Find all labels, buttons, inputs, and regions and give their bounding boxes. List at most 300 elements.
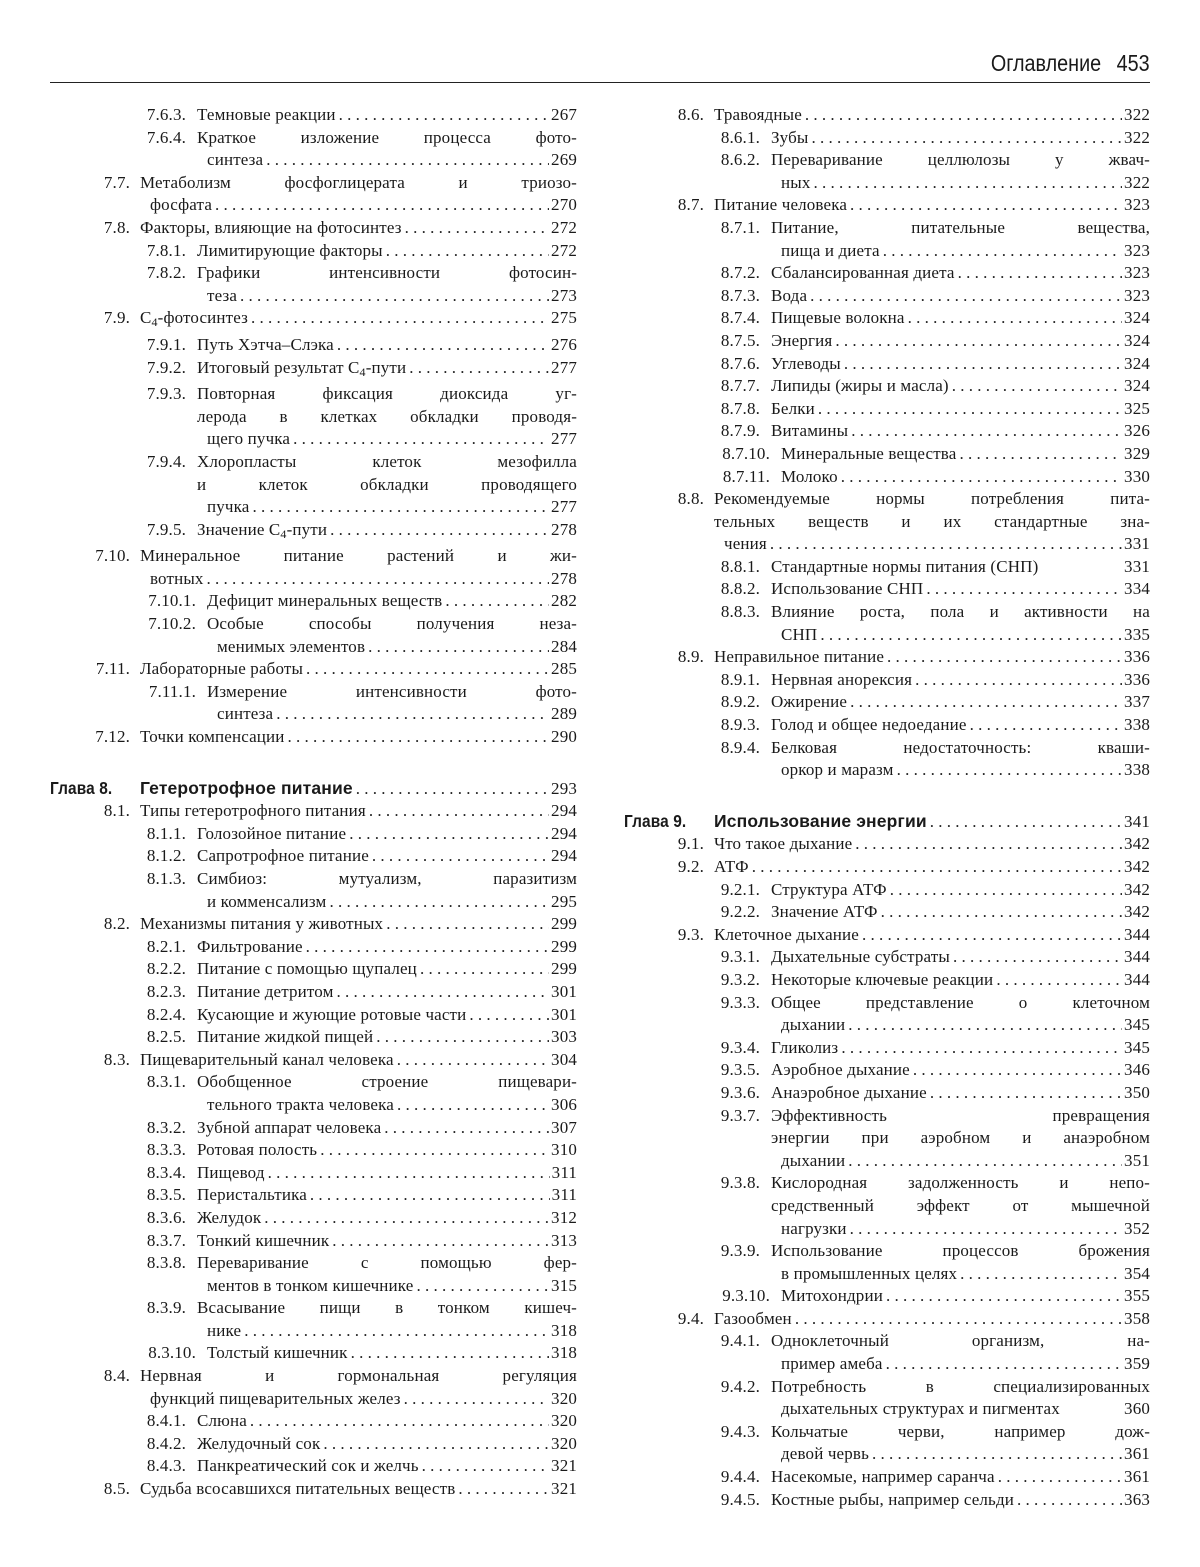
toc-entry-page: 324 [1124,330,1150,350]
toc-entry-number: 9.4.5. [720,1489,760,1509]
toc-entry-title: Ротовая полость [197,1140,318,1160]
toc-entry[interactable] [50,936,577,959]
toc-entry-number: 8.3.2. [146,1117,186,1137]
toc-entry-page: 323 [1124,263,1150,283]
toc-entry-title: Пищевод [197,1162,265,1182]
toc-entry-number: 7.8.1. [146,240,186,260]
dot-leader [458,1478,549,1501]
toc-entry[interactable] [624,398,1150,421]
toc-entry-page: 329 [1124,443,1150,463]
toc-entry-title-line: энергии при аэробном и анаэробном [771,1128,1150,1148]
toc-entry-title-line: Метаболизм фосфоглицерата и триозо- [140,172,577,192]
dot-leader [881,901,1122,924]
toc-entry-page: 320 [551,1433,577,1453]
toc-entry-number: 8.7.8. [720,398,760,418]
toc-entry-number: 9.3. [677,924,704,944]
dot-leader [841,1037,1122,1060]
toc-entry-title-line: Общее представление о клеточном [771,992,1150,1012]
dot-leader [240,285,549,308]
toc-entry[interactable] [624,420,1150,443]
dot-leader [368,636,549,659]
toc-entry[interactable] [624,488,1150,556]
toc-entry-title: чения [724,534,767,554]
toc-entry[interactable] [50,519,577,546]
toc-entry[interactable] [624,879,1150,902]
toc-entry-title-line: лерода в клетках обкладки проводя- [197,406,577,426]
toc-entry-number: 9.3.1. [720,947,760,967]
toc-entry-page: 284 [551,636,577,656]
toc-entry[interactable] [624,1489,1150,1512]
toc-entry[interactable] [624,646,1150,669]
toc-entry-number: 9.3.2. [720,969,760,989]
toc-entry-title: Сбалансированная диета [771,263,955,283]
toc-entry-title: Аэробное дыхание [771,1060,910,1080]
toc-entry[interactable] [624,375,1150,398]
toc-entry[interactable] [50,913,577,936]
toc-entry[interactable] [624,127,1150,150]
toc-entry-page: 310 [551,1140,577,1160]
toc-entry-title: Вода [771,285,808,305]
toc-entry[interactable] [624,969,1150,992]
dot-leader [818,398,1122,421]
dot-leader [930,1082,1122,1105]
toc-entry[interactable] [624,330,1150,353]
toc-entry-number: 8.9. [677,647,704,667]
toc-entry-page: 359 [1124,1354,1150,1374]
toc-entry[interactable] [50,958,577,981]
toc-entry[interactable] [50,1026,577,1049]
toc-entry-title: Лабораторные работы [140,659,304,679]
toc-entry-number: 8.6.1. [720,127,760,147]
toc-entry-title: Сапротрофное питание [197,846,369,866]
toc-entry-number: 8.9.3. [720,715,760,735]
toc-entry-page: 323 [1124,285,1150,305]
toc-chapter-entry[interactable] [624,810,1150,834]
dot-leader [417,1275,550,1298]
dot-leader [770,533,1122,556]
toc-entry[interactable] [624,307,1150,330]
toc-entry-number: 8.8.3. [720,602,760,622]
dot-leader [886,1353,1122,1376]
dot-leader [1017,1489,1122,1512]
dot-leader [913,1059,1122,1082]
toc-entry[interactable] [624,669,1150,692]
toc-entry-number: 8.7.3. [720,285,760,305]
toc-entry-page: 361 [1124,1444,1150,1464]
toc-entry-title: и комменсализм [207,891,327,911]
toc-entry-title: Гликолиз [771,1037,839,1057]
toc-entry-page: 363 [1124,1489,1150,1509]
toc-entry[interactable] [624,992,1150,1037]
toc-entry-title: Значение АТФ [771,902,878,922]
dot-leader [970,714,1122,737]
toc-entry[interactable] [624,737,1150,782]
toc-column-left [50,104,577,1501]
toc-entry-page: 358 [1124,1308,1150,1328]
toc-entry-page: 312 [551,1207,577,1227]
toc-entry-title: Желудок [197,1207,262,1227]
toc-entry-number: 9.4.3. [720,1421,760,1441]
toc-entry-title-line: средственный эффект от мышечной [771,1195,1150,1215]
dot-leader [848,1014,1122,1037]
toc-entry-title-line: Кислородная задолженность и непо- [771,1173,1150,1193]
toc-entry-number: 8.2.4. [146,1004,186,1024]
toc-entry-page: 289 [551,704,577,724]
toc-entry-page: 321 [551,1479,577,1499]
toc-entry-page: 267 [551,105,577,124]
toc-entry[interactable] [50,1297,577,1342]
toc-entry-title: Питание жидкой пищей [197,1027,374,1047]
toc-entry-title-line: Нервная и гормональная регуляция [140,1366,577,1386]
toc-entry-title-line: Влияние роста, пола и активности на [771,602,1150,622]
toc-entry[interactable] [50,104,577,127]
toc-entry-title-line: Использование процессов брожения [771,1241,1150,1261]
dot-leader [207,568,550,591]
toc-entry-page: 338 [1124,715,1150,735]
toc-entry[interactable] [624,353,1150,376]
dot-leader [320,1139,549,1162]
toc-entry[interactable] [50,1478,577,1501]
toc-entry-number: 9.2.2. [720,902,760,922]
toc-entry[interactable] [624,285,1150,308]
toc-entry-page: 306 [551,1094,577,1114]
toc-entry[interactable] [50,590,577,613]
toc-entry-page: 352 [1124,1218,1150,1238]
toc-entry-title-line: Одноклеточный организм, на- [771,1331,1150,1351]
toc-entry-title-line: Симбиоз: мутуализм, паразитизм [197,869,577,888]
toc-entry-title: Значение $C_4$-пути [197,519,328,541]
toc-entry-page: 295 [551,891,577,911]
dot-leader [266,149,549,172]
toc-entry-title-line: Минеральное питание растений и жи- [140,546,577,566]
toc-entry[interactable] [50,240,577,263]
toc-entry-title: синтеза [217,704,274,724]
toc-entry[interactable] [50,1184,577,1207]
toc-entry-number: 7.8. [103,217,130,237]
toc-entry[interactable] [50,868,577,913]
toc-entry[interactable] [50,334,577,357]
toc-entry[interactable] [624,466,1150,489]
toc-entry-page: 324 [1124,308,1150,328]
toc-entry[interactable] [624,1466,1150,1489]
toc-entry-number: 9.3.6. [720,1082,760,1102]
dot-leader [844,353,1122,376]
dot-leader [310,1184,550,1207]
toc-entry[interactable] [50,1342,577,1365]
toc-entry[interactable] [624,691,1150,714]
toc-entry-page: 345 [1124,1037,1150,1057]
toc-entry-page: 330 [1124,466,1150,486]
toc-entry[interactable] [50,823,577,846]
toc-entry-title: Белки [771,398,815,418]
toc-entry[interactable] [624,1330,1150,1375]
toc-entry-title: тельного тракта человека [207,1094,394,1114]
toc-entry-page: 320 [551,1411,577,1431]
toc-entry-page: 344 [1124,947,1150,967]
dot-leader [998,1466,1122,1489]
toc-entry[interactable] [624,1059,1150,1082]
toc-entry-page: 277 [551,497,577,517]
toc-entry-title: фосфата [150,195,213,215]
toc-entry[interactable] [50,800,577,823]
toc-entry[interactable] [624,601,1150,646]
toc-entry[interactable] [50,681,577,726]
toc-entry-page: 318 [551,1343,577,1363]
toc-entry[interactable] [624,578,1150,601]
toc-entry-title: Перистальтика [197,1185,307,1205]
toc-entry[interactable] [50,1117,577,1140]
dot-leader [384,1117,549,1140]
toc-entry[interactable] [624,1285,1150,1308]
toc-entry-title: пример амеба [781,1354,883,1374]
toc-entry-title: щего пучка [207,429,291,449]
toc-entry-title: Фильтрование [197,936,303,956]
toc-entry-page: 294 [551,846,577,866]
toc-entry[interactable] [624,1172,1150,1240]
toc-entry[interactable] [50,1162,577,1185]
toc-entry-title: Лимитирующие факторы [197,240,383,260]
dot-leader [268,1162,550,1185]
toc-entry[interactable] [624,1421,1150,1466]
toc-entry[interactable] [624,714,1150,737]
toc-entry[interactable] [50,1004,577,1027]
toc-entry-page: 290 [551,727,577,747]
dot-leader [915,669,1122,692]
toc-entry-number: 8.9.1. [720,669,760,689]
toc-entry-title: ных [781,172,811,192]
toc-entry-title: Некоторые ключевые реакции [771,969,994,989]
dot-leader [959,443,1122,466]
toc-entry-page: 360 [1124,1399,1150,1419]
toc-entry[interactable] [624,149,1150,194]
toc-column-right [624,104,1150,1511]
toc-entry-number: 8.3. [103,1049,130,1069]
toc-entry-page: 275 [551,308,577,328]
toc-entry[interactable] [50,613,577,658]
toc-entry-page: 307 [551,1117,577,1137]
toc-entry-page: 299 [551,914,577,934]
toc-entry-title-line: Потребность в специализированных [771,1376,1150,1396]
toc-entry[interactable] [50,545,577,590]
toc-entry-title: Клеточное дыхание [714,924,859,944]
toc-entry-title-line: Повторная фиксация диоксида уг- [197,384,577,404]
toc-entry-number: 7.9.4. [146,451,186,471]
toc-entry[interactable] [50,981,577,1004]
toc-entry[interactable] [50,217,577,240]
toc-entry-page: 278 [551,519,577,539]
toc-entry[interactable] [50,262,577,307]
toc-entry-page: 323 [1124,240,1150,260]
toc-entry[interactable] [624,556,1150,579]
toc-entry[interactable] [50,451,577,519]
toc-entry[interactable] [50,172,577,217]
toc-entry[interactable] [624,194,1150,217]
toc-entry[interactable] [624,1240,1150,1285]
toc-entry-page: 272 [551,240,577,260]
toc-entry-title: Питание детритом [197,981,334,1001]
toc-entry-title: Ожирение [771,692,848,712]
toc-entry-page: 299 [551,936,577,956]
toc-entry-title: Панкреатический сок и желчь [197,1456,419,1476]
toc-entry[interactable] [50,127,577,172]
toc-entry-number: 8.7.1. [720,217,760,237]
toc-entry-number: 8.8. [677,489,704,509]
dot-leader [851,420,1122,443]
toc-entry-number: 9.2.1. [720,879,760,899]
toc-entry-page: 331 [1124,556,1150,576]
toc-entry[interactable] [50,383,577,451]
toc-entry[interactable] [624,833,1150,856]
toc-entry-title: Гетеротрофное питание [140,777,353,798]
toc-entry[interactable] [624,1308,1150,1331]
dot-leader [351,1342,549,1365]
toc-entry[interactable] [50,1365,577,1410]
toc-entry-number: 8.9.4. [720,737,760,757]
toc-entry-number: 8.1.3. [146,869,186,888]
dot-leader [953,946,1122,969]
toc-entry[interactable] [50,726,577,749]
header-title: Оглавление [991,50,1102,76]
toc-entry[interactable] [50,1071,577,1116]
toc-entry[interactable] [50,658,577,681]
toc-entry-title-line: Хлоропласты клеток мезофилла [197,451,577,471]
toc-entry-title: Голозойное питание [197,823,347,843]
toc-entry-page: 361 [1124,1467,1150,1487]
toc-entry[interactable] [624,262,1150,285]
toc-entry-page: 341 [1124,811,1150,831]
dot-leader [811,127,1122,150]
toc-entry-title: Травоядные [714,105,802,124]
dot-leader [276,703,549,726]
toc-entry-page: 342 [1124,902,1150,922]
toc-entry[interactable] [50,1410,577,1433]
dot-leader [855,833,1122,856]
toc-entry-number: 7.11.1. [148,681,196,701]
toc-entry[interactable] [50,1230,577,1253]
toc-entry-title-line: Белковая недостаточность: кваши- [771,737,1150,757]
toc-entry-title: Голод и общее недоедание [771,715,967,735]
toc-entry-page: 342 [1124,879,1150,899]
toc-entry[interactable] [624,217,1150,262]
toc-entry-number: 9.2. [677,857,704,876]
toc-entry[interactable] [624,856,1150,879]
dot-leader [288,726,550,749]
toc-entry-number: 7.6.3. [146,105,186,124]
toc-entry-number: 8.3.5. [146,1185,186,1205]
toc-entry-number: 7.9.5. [146,519,186,539]
toc-entry[interactable] [50,845,577,868]
toc-entry-title: Темновые реакции [197,105,336,124]
dot-leader [306,936,549,959]
toc-entry[interactable] [624,946,1150,969]
toc-entry[interactable] [624,1037,1150,1060]
dot-leader [886,1285,1122,1308]
toc-entry-title: Судьба всосавшихся питательных веществ [140,1479,456,1499]
toc-entry[interactable] [624,443,1150,466]
toc-entry[interactable] [624,1082,1150,1105]
dot-leader [958,262,1122,285]
toc-entry-number: 9.3.3. [720,992,760,1012]
toc-entry[interactable] [50,1455,577,1478]
toc-entry[interactable] [50,307,577,334]
toc-entry[interactable] [50,1139,577,1162]
toc-entry[interactable] [624,104,1150,127]
toc-entry[interactable] [624,924,1150,947]
toc-entry-number: 8.4. [103,1366,130,1386]
toc-entry-title: Использование энергии [714,810,927,831]
toc-entry-number: 9.1. [677,834,704,854]
dot-leader [820,624,1122,647]
toc-entry[interactable] [50,1049,577,1072]
toc-entry-page: 318 [551,1320,577,1340]
toc-entry-title: Пищеварительный канал человека [140,1049,394,1069]
dot-leader [752,856,1122,879]
toc-entry-page: 293 [551,778,577,798]
toc-entry-number: 8.4.3. [146,1456,186,1476]
dot-leader [250,1410,549,1433]
toc-entry-page: 334 [1124,579,1150,599]
dot-leader [848,1150,1122,1173]
dot-leader [897,759,1122,782]
dot-leader [930,811,1122,834]
toc-chapter-entry[interactable] [50,777,577,801]
toc-entry-number: 8.7.5. [720,330,760,350]
toc-entry[interactable] [50,1207,577,1230]
toc-entry-page: 335 [1124,624,1150,644]
toc-entry-number: 8.7.9. [720,421,760,441]
toc-entry-number: 7.8.2. [146,263,186,283]
toc-entry-title: Желудочный сок [197,1433,321,1453]
dot-leader [952,375,1122,398]
toc-entry-number: 8.2.2. [146,959,186,979]
toc-entry-page: 299 [551,959,577,979]
toc-entry-number: 9.3.7. [720,1105,760,1125]
toc-entry-number: 9.4.1. [720,1331,760,1351]
toc-entry-title-line: тельных веществ и их стандартные зна- [714,511,1150,531]
toc-entry-title-line: Переваривание с помощью фер- [197,1253,577,1273]
toc-entry[interactable] [50,1433,577,1456]
toc-entry-number: 8.4.2. [146,1433,186,1453]
dot-leader [887,646,1122,669]
toc-entry-number: 8.3.10. [148,1343,196,1363]
toc-entry-number: 9.3.10. [722,1286,770,1306]
dot-leader [293,428,549,451]
toc-entry[interactable] [624,1376,1150,1421]
toc-entry-page: 320 [551,1388,577,1408]
dot-leader [397,1094,549,1117]
toc-entry-number: 7.7. [103,172,130,192]
dot-leader [890,879,1122,902]
toc-entry-title: нагрузки [781,1218,847,1238]
toc-entry-number: 8.3.9. [146,1298,186,1318]
toc-entry-title: Что такое дыхание [714,834,853,854]
dot-leader [349,823,549,846]
toc-entry-number: 9.3.5. [720,1060,760,1080]
dot-leader [469,1004,549,1027]
toc-entry-title: Дыхательные субстраты [771,947,950,967]
dot-leader [386,913,549,936]
toc-entry-title: Митохондрии [781,1286,883,1306]
toc-entry[interactable] [50,357,577,384]
toc-entry[interactable] [624,1105,1150,1173]
toc-entry-number: Глава 9. [624,810,687,831]
toc-entry-title: Точки компенсации [140,727,285,747]
toc-entry-number: Глава 8. [50,777,113,798]
toc-entry[interactable] [624,901,1150,924]
toc-entry[interactable] [50,1252,577,1297]
toc-entry-title-line: Переваривание целлюлозы у жвач- [771,150,1150,170]
toc-entry-number: 8.5. [103,1479,130,1499]
